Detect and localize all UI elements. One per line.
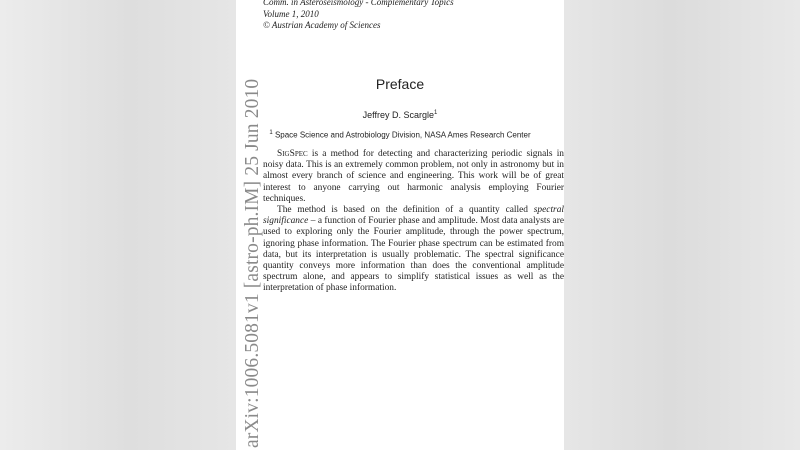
preface-body: [263, 149, 564, 295]
journal-name: Comm. in Asteroseismology - Complementary Topics: [263, 0, 454, 7]
spectral-significance-term: spectral significance: [263, 205, 564, 227]
paragraph-2: [263, 205, 564, 295]
affiliation-marker: 1: [269, 130, 273, 136]
affiliation-line: [236, 130, 564, 140]
journal-header: [263, 0, 543, 32]
arxiv-identifier: arXiv:1006.5081v1 [astro-ph.IM] 25 Jun 2010: [242, 78, 263, 448]
viewer-background-left: [0, 0, 236, 450]
paragraph-2-after: – a function of Fourier phase and amplitude. Most data analysts are used to exploring only the Fourier amplitude, through the power spectrum, ignoring phase information. The Fourier phase spectrum can be estimated from data, but its interpretation is usually problematic. The spectral significance quantity conveys more information than does the conventional amplitude spectrum alone, and appears to simplify statistical issues as well as the interpretation of phase information.: [263, 216, 564, 294]
paragraph-1: [263, 149, 564, 205]
copyright-line: © Austrian Academy of Sciences: [263, 20, 381, 30]
journal-volume: Volume 1, 2010: [263, 8, 319, 19]
author-line: [236, 110, 564, 120]
author-name: Jeffrey D. Scargle: [362, 110, 435, 120]
affiliation-text: Space Science and Astrobiology Division, NASA Ames Research Center: [274, 130, 531, 140]
paragraph-1-text: is a method for detecting and characterizing periodic signals in noisy data. This is an extremely common problem, not only in astronomy but in almost every branch of science and engineering. This work will be of great interest to anyone carrying out harmonic analysis employing Fourier techniques.: [263, 149, 564, 204]
author-affiliation-marker: 1: [434, 110, 438, 116]
sigspec-name: SigSpec: [277, 149, 308, 159]
viewer-background-right: [564, 0, 800, 450]
paragraph-2-before: The method is based on the definition of a quantity called: [277, 205, 534, 216]
page-title: Preface: [375, 76, 425, 92]
paper-page: [236, 0, 564, 450]
